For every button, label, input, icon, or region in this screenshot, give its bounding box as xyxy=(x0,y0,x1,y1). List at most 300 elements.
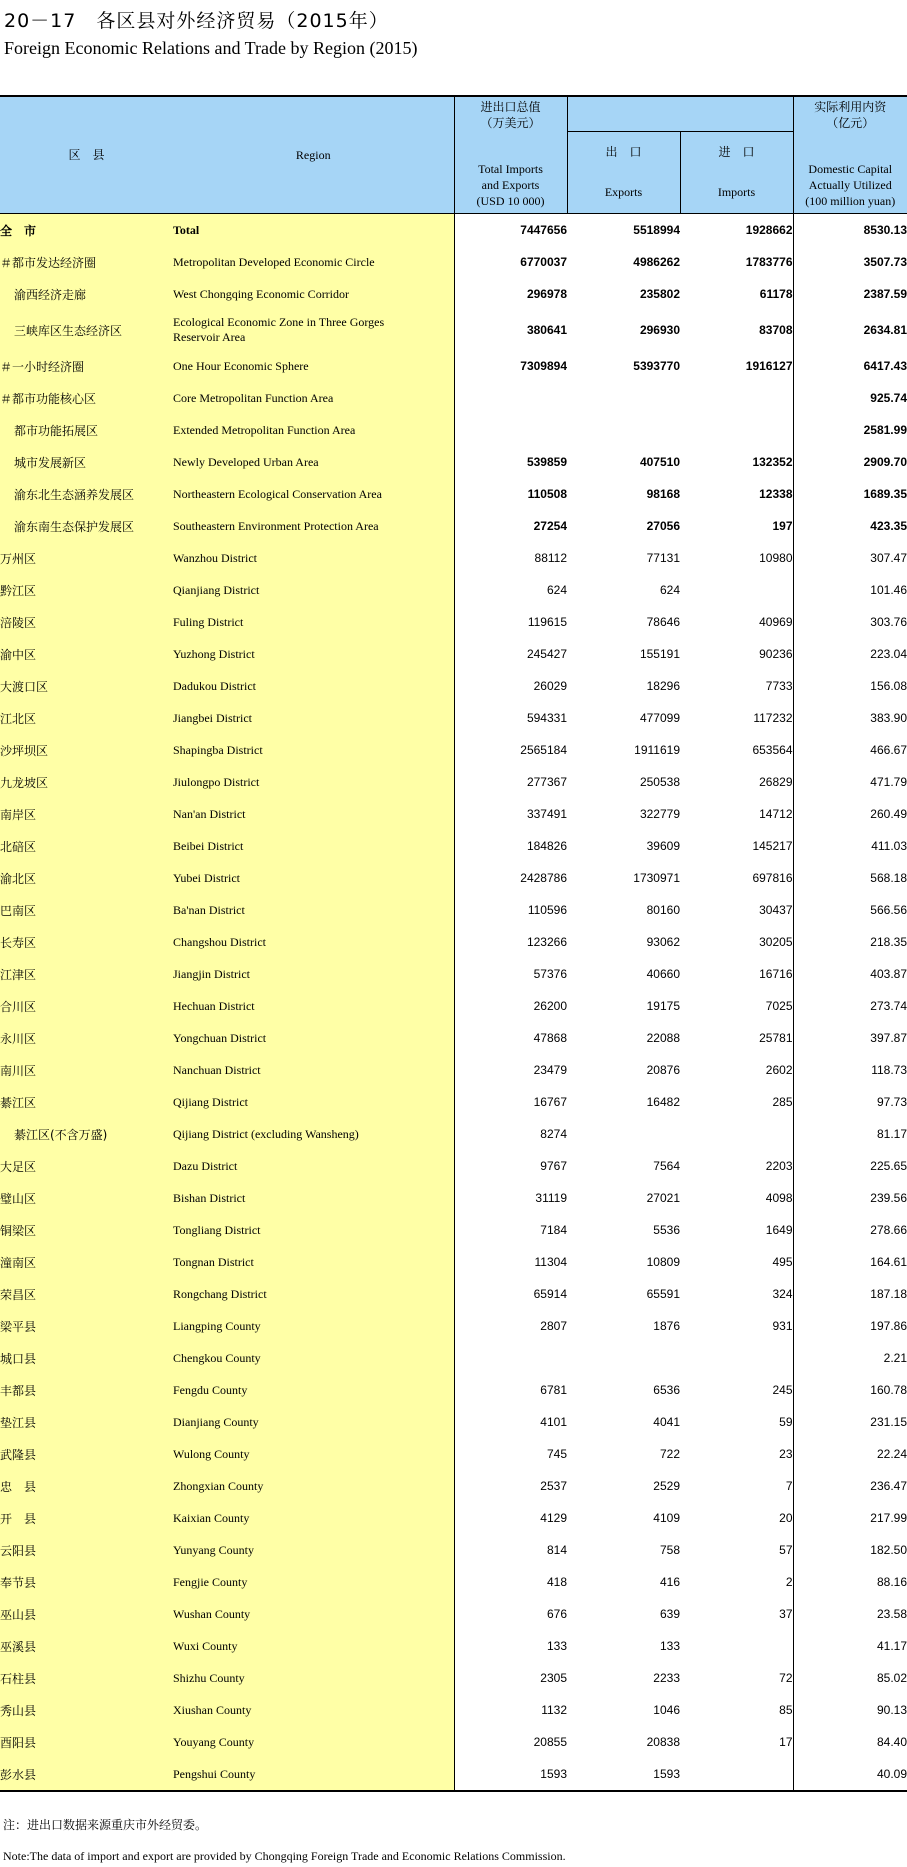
row-imports: 37 xyxy=(779,1607,793,1621)
row-imports: 59 xyxy=(779,1415,793,1429)
row-exports: 5518994 xyxy=(633,223,680,237)
row-exports: 20876 xyxy=(646,1063,680,1077)
row-region-en: Total xyxy=(173,214,454,247)
row-imports: 495 xyxy=(772,1255,793,1269)
row-exports: 93062 xyxy=(646,935,680,949)
row-imports: 83708 xyxy=(759,323,793,337)
row-capital: 260.49 xyxy=(793,798,907,830)
row-total: 2428786 xyxy=(520,871,567,885)
row-exports: 133 xyxy=(659,1639,680,1653)
row-exports: 27021 xyxy=(646,1191,680,1205)
row-exports: 1876 xyxy=(653,1319,680,1333)
row-region-en: Qianjiang District xyxy=(173,574,454,606)
row-region-en: Southeastern Environment Protection Area xyxy=(173,510,454,542)
row-region-en: Nan'an District xyxy=(173,798,454,830)
row-imports: 23 xyxy=(779,1447,793,1461)
row-region-cn: 巫山县 xyxy=(0,1598,173,1630)
row-imports: 4098 xyxy=(765,1191,793,1205)
row-region-cn: 奉节县 xyxy=(0,1566,173,1598)
table-row xyxy=(0,830,907,862)
row-total: 380641 xyxy=(526,323,567,337)
row-imports: 132352 xyxy=(752,455,793,469)
row-total: 676 xyxy=(546,1607,567,1621)
row-exports: 4041 xyxy=(653,1415,680,1429)
row-region-cn: 都市功能拓展区 xyxy=(0,414,173,446)
row-capital: 397.87 xyxy=(793,1022,907,1054)
row-exports: 6536 xyxy=(653,1383,680,1397)
row-imports: 85 xyxy=(779,1703,793,1717)
row-region-cn: 潼南区 xyxy=(0,1246,173,1278)
table-row xyxy=(0,1310,907,1342)
table-row xyxy=(0,862,907,894)
row-exports: 19175 xyxy=(646,999,680,1013)
table-row xyxy=(0,246,907,278)
row-imports xyxy=(680,382,793,414)
header-total-cn xyxy=(454,96,567,131)
row-imports: 20 xyxy=(779,1511,793,1525)
row-capital: 84.40 xyxy=(793,1726,907,1758)
row-total: 119615 xyxy=(527,615,567,629)
row-exports: 639 xyxy=(659,1607,680,1621)
row-region-en: Shizhu County xyxy=(173,1662,454,1694)
header-imports xyxy=(680,131,793,214)
row-total: 4129 xyxy=(540,1511,567,1525)
row-total: 539859 xyxy=(526,455,567,469)
row-region-cn: 渝西经济走廊 xyxy=(0,278,173,310)
row-imports: 40969 xyxy=(759,615,793,629)
row-region-en: Nanchuan District xyxy=(173,1054,454,1086)
row-imports: 25781 xyxy=(759,1031,793,1045)
row-capital: 471.79 xyxy=(793,766,907,798)
row-imports: 30205 xyxy=(759,935,793,949)
row-region-en: Yunyang County xyxy=(173,1534,454,1566)
row-region-en: West Chongqing Economic Corridor xyxy=(173,278,454,310)
row-region-cn: 黔江区 xyxy=(0,574,173,606)
row-total: 277367 xyxy=(526,775,567,789)
row-capital: 164.61 xyxy=(793,1246,907,1278)
row-total: 1593 xyxy=(454,1758,567,1791)
row-total: 594331 xyxy=(526,711,567,725)
row-region-cn: 綦江区(不含万盛) xyxy=(0,1118,173,1150)
row-capital: 1689.35 xyxy=(793,478,907,510)
row-capital: 383.90 xyxy=(793,702,907,734)
row-region-cn: 江北区 xyxy=(0,702,173,734)
row-exports: 80160 xyxy=(646,903,680,917)
row-imports: 1649 xyxy=(765,1223,793,1237)
row-capital: 411.03 xyxy=(793,830,907,862)
row-exports: 477099 xyxy=(639,711,680,725)
row-total: 2537 xyxy=(540,1479,567,1493)
row-region-en: Pengshui County xyxy=(173,1758,454,1791)
table-row xyxy=(0,766,907,798)
row-exports: 77131 xyxy=(646,551,680,565)
row-region-cn: 武隆县 xyxy=(0,1438,173,1470)
row-capital: 273.74 xyxy=(793,990,907,1022)
row-exports: 65591 xyxy=(646,1287,680,1301)
row-capital: 466.67 xyxy=(793,734,907,766)
row-exports: 27056 xyxy=(646,519,680,533)
header-exports xyxy=(567,131,680,214)
table-row xyxy=(0,1470,907,1502)
row-total: 2565184 xyxy=(520,743,567,757)
row-total: 245427 xyxy=(526,647,567,661)
row-total: 1132 xyxy=(541,1703,567,1717)
row-exports: 1593 xyxy=(567,1758,680,1791)
row-exports xyxy=(567,1118,680,1150)
row-capital: 40.09 xyxy=(793,1758,907,1791)
header-capital-en xyxy=(793,131,907,214)
row-exports: 235802 xyxy=(639,287,680,301)
row-imports: 285 xyxy=(772,1095,793,1109)
table-row xyxy=(0,606,907,638)
row-imports: 1928662 xyxy=(745,223,793,237)
row-imports xyxy=(680,574,793,606)
row-imports: 14712 xyxy=(759,807,793,821)
row-imports: 2 xyxy=(785,1575,793,1589)
row-imports: 2602 xyxy=(765,1063,793,1077)
row-total: 624 xyxy=(546,583,567,597)
row-total: 26200 xyxy=(533,999,567,1013)
row-total: 27254 xyxy=(533,519,567,533)
row-exports: 78646 xyxy=(646,615,680,629)
row-total: 2807 xyxy=(540,1319,567,1333)
row-region-en: Dazu District xyxy=(173,1150,454,1182)
header-total-en-text: Total Imports and Exports (USD 10 000) xyxy=(476,162,545,208)
row-imports: 7025 xyxy=(765,999,793,1013)
row-region-cn: 北碚区 xyxy=(0,830,173,862)
row-total: 31119 xyxy=(535,1191,567,1205)
row-capital: 3507.73 xyxy=(793,246,907,278)
row-capital: 101.46 xyxy=(793,574,907,606)
row-region-en: Jiulongpo District xyxy=(173,766,454,798)
row-region-en: Liangping County xyxy=(173,1310,454,1342)
row-capital: 41.17 xyxy=(793,1630,907,1662)
row-imports xyxy=(680,1630,793,1662)
header-region-cn: 区 县 xyxy=(0,96,173,214)
row-capital: 217.99 xyxy=(793,1502,907,1534)
row-imports: 2203 xyxy=(765,1159,793,1173)
row-total xyxy=(454,414,567,446)
row-region-cn: 渝东南生态保护发展区 xyxy=(0,510,173,542)
row-imports: 653564 xyxy=(752,743,793,757)
row-region-en: Jiangbei District xyxy=(173,702,454,734)
row-imports: 61178 xyxy=(759,287,793,301)
row-imports: 1916127 xyxy=(745,359,793,373)
row-capital: 278.66 xyxy=(793,1214,907,1246)
row-region-cn: 全 市 xyxy=(0,214,173,247)
row-exports: 322779 xyxy=(639,807,680,821)
row-exports: 39609 xyxy=(646,839,680,853)
row-exports: 722 xyxy=(659,1447,680,1461)
row-region-en: Kaixian County xyxy=(173,1502,454,1534)
row-region-cn: 渝北区 xyxy=(0,862,173,894)
row-region-en: Qijiang District (excluding Wansheng) xyxy=(173,1118,454,1150)
row-imports: 30437 xyxy=(759,903,793,917)
row-exports xyxy=(567,414,680,446)
row-region-en: Wanzhou District xyxy=(173,542,454,574)
row-total: 9767 xyxy=(540,1159,567,1173)
header-total-en xyxy=(454,131,567,214)
row-total xyxy=(454,382,567,414)
row-exports: 155191 xyxy=(639,647,680,661)
row-region-en: Fengdu County xyxy=(173,1374,454,1406)
row-region-en: Wushan County xyxy=(173,1598,454,1630)
row-region-en: Rongchang District xyxy=(173,1278,454,1310)
row-total: 418 xyxy=(546,1575,567,1589)
row-region-cn: 忠 县 xyxy=(0,1470,173,1502)
row-region-en: Yubei District xyxy=(173,862,454,894)
table-row xyxy=(0,446,907,478)
row-region-en: One Hour Economic Sphere xyxy=(173,350,454,382)
table-row xyxy=(0,1694,907,1726)
table-row xyxy=(0,1726,907,1758)
row-capital: 239.56 xyxy=(793,1182,907,1214)
row-exports: 4109 xyxy=(653,1511,680,1525)
table-row xyxy=(0,478,907,510)
row-region-en: Shapingba District xyxy=(173,734,454,766)
row-region-cn: 璧山区 xyxy=(0,1182,173,1214)
row-region-en: Newly Developed Urban Area xyxy=(173,446,454,478)
row-exports: 296930 xyxy=(639,323,680,337)
row-imports: 324 xyxy=(772,1287,793,1301)
row-region-en: Qijiang District xyxy=(173,1086,454,1118)
row-imports: 90236 xyxy=(759,647,793,661)
row-total: 133 xyxy=(546,1639,567,1653)
row-total: 47868 xyxy=(533,1031,567,1045)
row-capital: 22.24 xyxy=(793,1438,907,1470)
table-row xyxy=(0,1566,907,1598)
row-region-cn: 渝中区 xyxy=(0,638,173,670)
row-total: 110508 xyxy=(527,487,567,501)
page-title-cn: 20－17 各区县对外经济贸易（2015年） xyxy=(4,10,389,32)
table-row xyxy=(0,1150,907,1182)
row-exports: 407510 xyxy=(639,455,680,469)
table-row xyxy=(0,702,907,734)
row-region-cn: 丰都县 xyxy=(0,1374,173,1406)
row-region-cn: 秀山县 xyxy=(0,1694,173,1726)
row-capital: 118.73 xyxy=(793,1054,907,1086)
table-row xyxy=(0,990,907,1022)
header-capital-cn xyxy=(793,96,907,131)
table-row xyxy=(0,1086,907,1118)
row-region-cn: 巴南区 xyxy=(0,894,173,926)
table-row xyxy=(0,670,907,702)
row-total: 745 xyxy=(546,1447,567,1461)
row-exports: 2529 xyxy=(653,1479,680,1493)
row-region-cn: 沙坪坝区 xyxy=(0,734,173,766)
row-capital: 566.56 xyxy=(793,894,907,926)
row-region-en: Youyang County xyxy=(173,1726,454,1758)
table-row xyxy=(0,574,907,606)
table-row xyxy=(0,382,907,414)
row-imports: 26829 xyxy=(759,775,793,789)
row-region-cn: 巫溪县 xyxy=(0,1630,173,1662)
footnote-cn: 注：进出口数据来源重庆市外经贸委。 xyxy=(3,1818,208,1832)
row-total: 11304 xyxy=(534,1255,567,1269)
header-total-cn-text: 进出口总值 （万美元） xyxy=(480,100,541,130)
row-total: 20855 xyxy=(533,1735,567,1749)
table-row xyxy=(0,894,907,926)
row-capital: 90.13 xyxy=(793,1694,907,1726)
row-imports: 16716 xyxy=(759,967,793,981)
row-exports: 1730971 xyxy=(633,871,680,885)
row-capital: 2581.99 xyxy=(793,414,907,446)
row-capital: 307.47 xyxy=(793,542,907,574)
row-region-cn: 永川区 xyxy=(0,1022,173,1054)
row-exports xyxy=(567,382,680,414)
row-exports: 4986262 xyxy=(633,255,680,269)
table-row xyxy=(0,1182,907,1214)
row-exports: 98168 xyxy=(646,487,680,501)
row-total: 7447656 xyxy=(520,223,567,237)
row-exports: 416 xyxy=(659,1575,680,1589)
row-imports: 145217 xyxy=(752,839,793,853)
table-row xyxy=(0,1598,907,1630)
table-row xyxy=(0,638,907,670)
row-region-en: Fengjie County xyxy=(173,1566,454,1598)
row-imports: 7 xyxy=(785,1479,793,1493)
table-row xyxy=(0,1502,907,1534)
table-row xyxy=(0,542,907,574)
row-imports: 931 xyxy=(772,1319,793,1333)
row-exports: 40660 xyxy=(646,967,680,981)
header-exports-en: Exports xyxy=(604,185,643,200)
row-total: 65914 xyxy=(533,1287,567,1301)
row-exports: 16482 xyxy=(646,1095,680,1109)
row-region-cn: ＃一小时经济圈 xyxy=(0,350,173,382)
row-total: 814 xyxy=(546,1543,567,1557)
row-capital: 223.04 xyxy=(793,638,907,670)
table-row xyxy=(0,1342,907,1374)
table-row xyxy=(0,1534,907,1566)
row-total: 88112 xyxy=(534,551,567,565)
row-imports xyxy=(680,414,793,446)
row-capital: 97.73 xyxy=(793,1086,907,1118)
row-region-en: Dadukou District xyxy=(173,670,454,702)
row-region-en: Changshou District xyxy=(173,926,454,958)
row-region-cn: 开 县 xyxy=(0,1502,173,1534)
table-row xyxy=(0,1278,907,1310)
row-total: 110596 xyxy=(527,903,567,917)
row-total: 23479 xyxy=(533,1063,567,1077)
table-row xyxy=(0,1630,907,1662)
row-region-en: Beibei District xyxy=(173,830,454,862)
row-total: 337491 xyxy=(526,807,567,821)
table-row xyxy=(0,414,907,446)
row-region-cn: 城市发展新区 xyxy=(0,446,173,478)
row-region-cn: 石柱县 xyxy=(0,1662,173,1694)
row-region-en: Yuzhong District xyxy=(173,638,454,670)
row-imports: 72 xyxy=(779,1671,793,1685)
trade-table xyxy=(0,95,907,1792)
row-exports: 18296 xyxy=(646,679,680,693)
row-exports: 1046 xyxy=(653,1703,680,1717)
row-capital: 197.86 xyxy=(793,1310,907,1342)
district-rows xyxy=(0,542,907,1791)
table-row xyxy=(0,510,907,542)
row-capital: 2909.70 xyxy=(793,446,907,478)
header-capital-cn-text: 实际利用内资 （亿元） xyxy=(814,100,887,130)
table-row xyxy=(0,734,907,766)
row-capital: 88.16 xyxy=(793,1566,907,1598)
row-region-en: Tongnan District xyxy=(173,1246,454,1278)
header-region-en: Region xyxy=(173,96,454,214)
table-row xyxy=(0,926,907,958)
row-total: 7184 xyxy=(540,1223,567,1237)
row-total: 26029 xyxy=(533,679,567,693)
row-exports: 5393770 xyxy=(633,359,680,373)
row-region-en: Zhongxian County xyxy=(173,1470,454,1502)
table-row xyxy=(0,1246,907,1278)
row-region-cn: 江津区 xyxy=(0,958,173,990)
row-exports: 7564 xyxy=(653,1159,680,1173)
row-capital: 303.76 xyxy=(793,606,907,638)
row-region-cn: 南川区 xyxy=(0,1054,173,1086)
row-exports: 1911619 xyxy=(634,743,680,757)
row-exports: 5536 xyxy=(653,1223,680,1237)
row-region-en: Ecological Economic Zone in Three Gorges Reservoir Area xyxy=(173,310,454,350)
row-region-en: Tongliang District xyxy=(173,1214,454,1246)
row-capital: 2.21 xyxy=(793,1342,907,1374)
row-total: 296978 xyxy=(526,287,567,301)
row-capital: 187.18 xyxy=(793,1278,907,1310)
row-region-en: Extended Metropolitan Function Area xyxy=(173,414,454,446)
row-region-en: Core Metropolitan Function Area xyxy=(173,382,454,414)
row-region-en: Xiushan County xyxy=(173,1694,454,1726)
row-region-cn: 綦江区 xyxy=(0,1086,173,1118)
table-row xyxy=(0,1214,907,1246)
row-total: 2305 xyxy=(540,1671,567,1685)
row-imports: 12338 xyxy=(759,487,793,501)
row-region-cn: 渝东北生态涵养发展区 xyxy=(0,478,173,510)
footnote-en: Note:The data of import and export are provided by Chongqing Foreign Trade and Economic Relations Commission. xyxy=(3,1849,566,1863)
table-row xyxy=(0,1374,907,1406)
row-imports: 57 xyxy=(779,1543,793,1557)
row-imports xyxy=(680,1118,793,1150)
header-imports-cn: 进 口 xyxy=(718,145,755,160)
row-region-cn: 梁平县 xyxy=(0,1310,173,1342)
row-region-cn: 酉阳县 xyxy=(0,1726,173,1758)
row-region-en: Yongchuan District xyxy=(173,1022,454,1054)
row-exports: 624 xyxy=(659,583,680,597)
table-row xyxy=(0,310,907,350)
row-total xyxy=(454,1342,567,1374)
row-capital: 182.50 xyxy=(793,1534,907,1566)
row-capital: 2387.59 xyxy=(793,278,907,310)
row-capital: 423.35 xyxy=(793,510,907,542)
row-exports: 22088 xyxy=(646,1031,680,1045)
row-capital: 81.17 xyxy=(793,1118,907,1150)
row-imports: 697816 xyxy=(752,871,793,885)
row-region-en: Metropolitan Developed Economic Circle xyxy=(173,246,454,278)
row-region-cn: 铜梁区 xyxy=(0,1214,173,1246)
row-exports: 758 xyxy=(659,1543,680,1557)
row-exports: 2233 xyxy=(653,1671,680,1685)
row-total: 8274 xyxy=(540,1127,567,1141)
table-row xyxy=(0,1758,907,1791)
table-body xyxy=(0,214,907,543)
row-imports xyxy=(680,1758,793,1791)
row-region-cn: 九龙坡区 xyxy=(0,766,173,798)
table-row xyxy=(0,278,907,310)
row-region-en: Fuling District xyxy=(173,606,454,638)
row-capital: 225.65 xyxy=(793,1150,907,1182)
table-row xyxy=(0,1438,907,1470)
row-region-en: Chengkou County xyxy=(173,1342,454,1374)
row-region-en: Jiangjin District xyxy=(173,958,454,990)
row-capital: 8530.13 xyxy=(793,214,907,247)
row-imports: 7733 xyxy=(765,679,793,693)
